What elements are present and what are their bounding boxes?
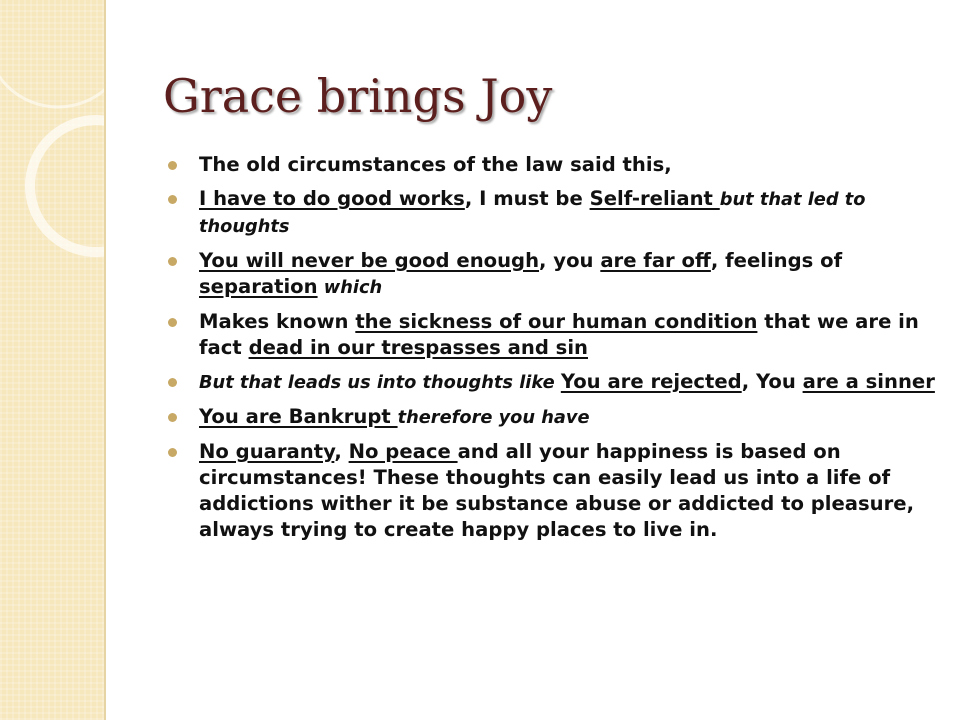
italic-text-segment: But that leads us into thoughts like: [199, 372, 561, 393]
underlined-text-segment: You will never be good enough: [199, 249, 540, 272]
bullet-item: [168, 439, 938, 543]
bullet-list: [168, 152, 938, 551]
bullet-item: [168, 309, 938, 361]
underlined-text-segment: separation: [199, 275, 318, 298]
bullet-item: [168, 369, 938, 396]
text-segment: , feelings of: [710, 249, 843, 272]
decorative-ring-graphic: [0, 0, 106, 300]
bullet-item: [168, 152, 938, 178]
bullet-item: [168, 248, 938, 301]
text-segment: The old circumstances of the law said this,: [199, 153, 672, 176]
underlined-text-segment: are a sinner: [802, 370, 935, 393]
text-segment: , you: [539, 249, 601, 272]
text-segment: ,: [334, 440, 349, 463]
italic-text-segment: therefore you have: [397, 407, 590, 428]
text-segment: and all your happiness is based on circumstances! These thoughts can easily lead us into a life of addictions wither it be substance abuse or addicted to pleasure, always trying to create happy places to live in.: [199, 440, 915, 541]
text-segment: , You: [741, 370, 803, 393]
underlined-text-segment: Self-reliant: [589, 187, 720, 210]
underlined-text-segment: No guaranty: [199, 440, 335, 463]
slide-title: Grace brings Joy: [163, 69, 553, 123]
underlined-text-segment: are far off: [600, 249, 711, 272]
underlined-text-segment: You are Bankrupt: [199, 405, 398, 428]
underlined-text-segment: I have to do good works: [199, 187, 465, 210]
underlined-text-segment: dead in our trespasses and sin: [248, 336, 588, 359]
italic-text-segment: but that led to thoughts: [199, 189, 866, 237]
italic-text-segment: which: [317, 277, 383, 298]
text-segment: Makes known: [199, 310, 356, 333]
bullet-item: [168, 404, 938, 431]
underlined-text-segment: You are rejected: [560, 370, 742, 393]
underlined-text-segment: the sickness of our human condition: [355, 310, 758, 333]
text-segment: that we are in fact: [199, 310, 919, 359]
bullet-item: [168, 186, 938, 240]
underlined-text-segment: No peace: [348, 440, 458, 463]
text-segment: , I must be: [464, 187, 590, 210]
decorative-side-band: [0, 0, 106, 720]
